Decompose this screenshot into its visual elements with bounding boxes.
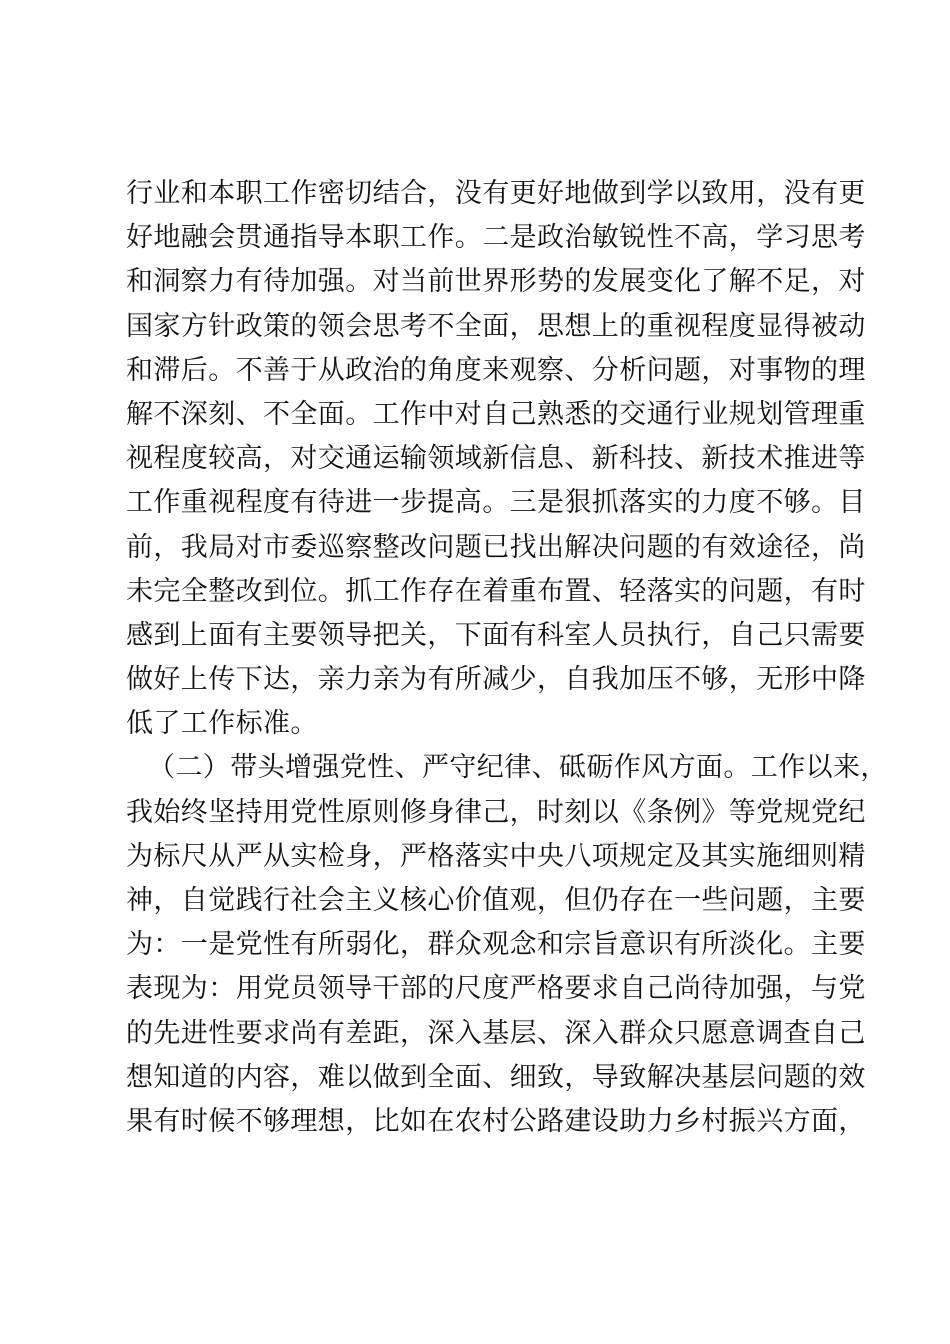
- text-line: 想知道的内容，难以做到全面、细致，导致解决基层问题的效: [126, 1061, 866, 1093]
- text-line: 视程度较高，对交通运输领域新信息、新科技、新技术推进等: [126, 443, 866, 475]
- text-line: 神，自觉践行社会主义核心价值观，但仍存在一些问题，主要: [126, 885, 866, 916]
- text-line: 解不深刻、不全面。工作中对自己熟悉的交通行业规划管理重: [126, 398, 866, 430]
- text-line: 和滞后。不善于从政治的角度来观察、分析问题，对事物的理: [126, 354, 866, 386]
- text-line: 我始终坚持用党性原则修身律己，时刻以《条例》等党规党纪: [126, 796, 866, 828]
- text-line: 感到上面有主要领导把关，下面有科室人员执行，自己只需要: [126, 619, 866, 651]
- text-line: 的先进性要求尚有差距，深入基层、深入群众只愿意调查自己: [126, 1017, 866, 1049]
- section-heading-line: （二）带头增强党性、严守纪律、砥砺作风方面。工作以来，: [148, 752, 888, 784]
- text-line: 为标尺从严从实检身，严格落实中央八项规定及其实施细则精: [126, 840, 866, 872]
- text-line: 表现为：用党员领导干部的尺度严格要求自己尚待加强，与党: [126, 973, 866, 1005]
- text-line: 做好上传下达，亲力亲为有所减少，自我加压不够，无形中降: [126, 664, 866, 696]
- text-line: 低了工作标准。: [126, 708, 318, 740]
- text-line: 果有时候不够理想，比如在农村公路建设助力乡村振兴方面，: [126, 1105, 866, 1137]
- text-line: 好地融会贯通指导本职工作。二是政治敏锐性不高，学习思考: [126, 222, 866, 254]
- text-line: 和洞察力有待加强。对当前世界形势的发展变化了解不足，对: [126, 266, 866, 298]
- text-line: 行业和本职工作密切结合，没有更好地做到学以致用，没有更: [126, 178, 866, 209]
- text-line: 国家方针政策的领会思考不全面，思想上的重视程度显得被动: [126, 310, 866, 342]
- text-line: 前，我局对市委巡察整改问题已找出解决问题的有效途径，尚: [126, 531, 866, 563]
- body-text: [126, 172, 888, 1144]
- text-line: 工作重视程度有待进一步提高。三是狠抓落实的力度不够。目: [126, 487, 866, 519]
- text-line: 未完全整改到位。抓工作存在着重布置、轻落实的问题，有时: [126, 575, 866, 607]
- text-line: 为：一是党性有所弱化，群众观念和宗旨意识有所淡化。主要: [126, 929, 866, 961]
